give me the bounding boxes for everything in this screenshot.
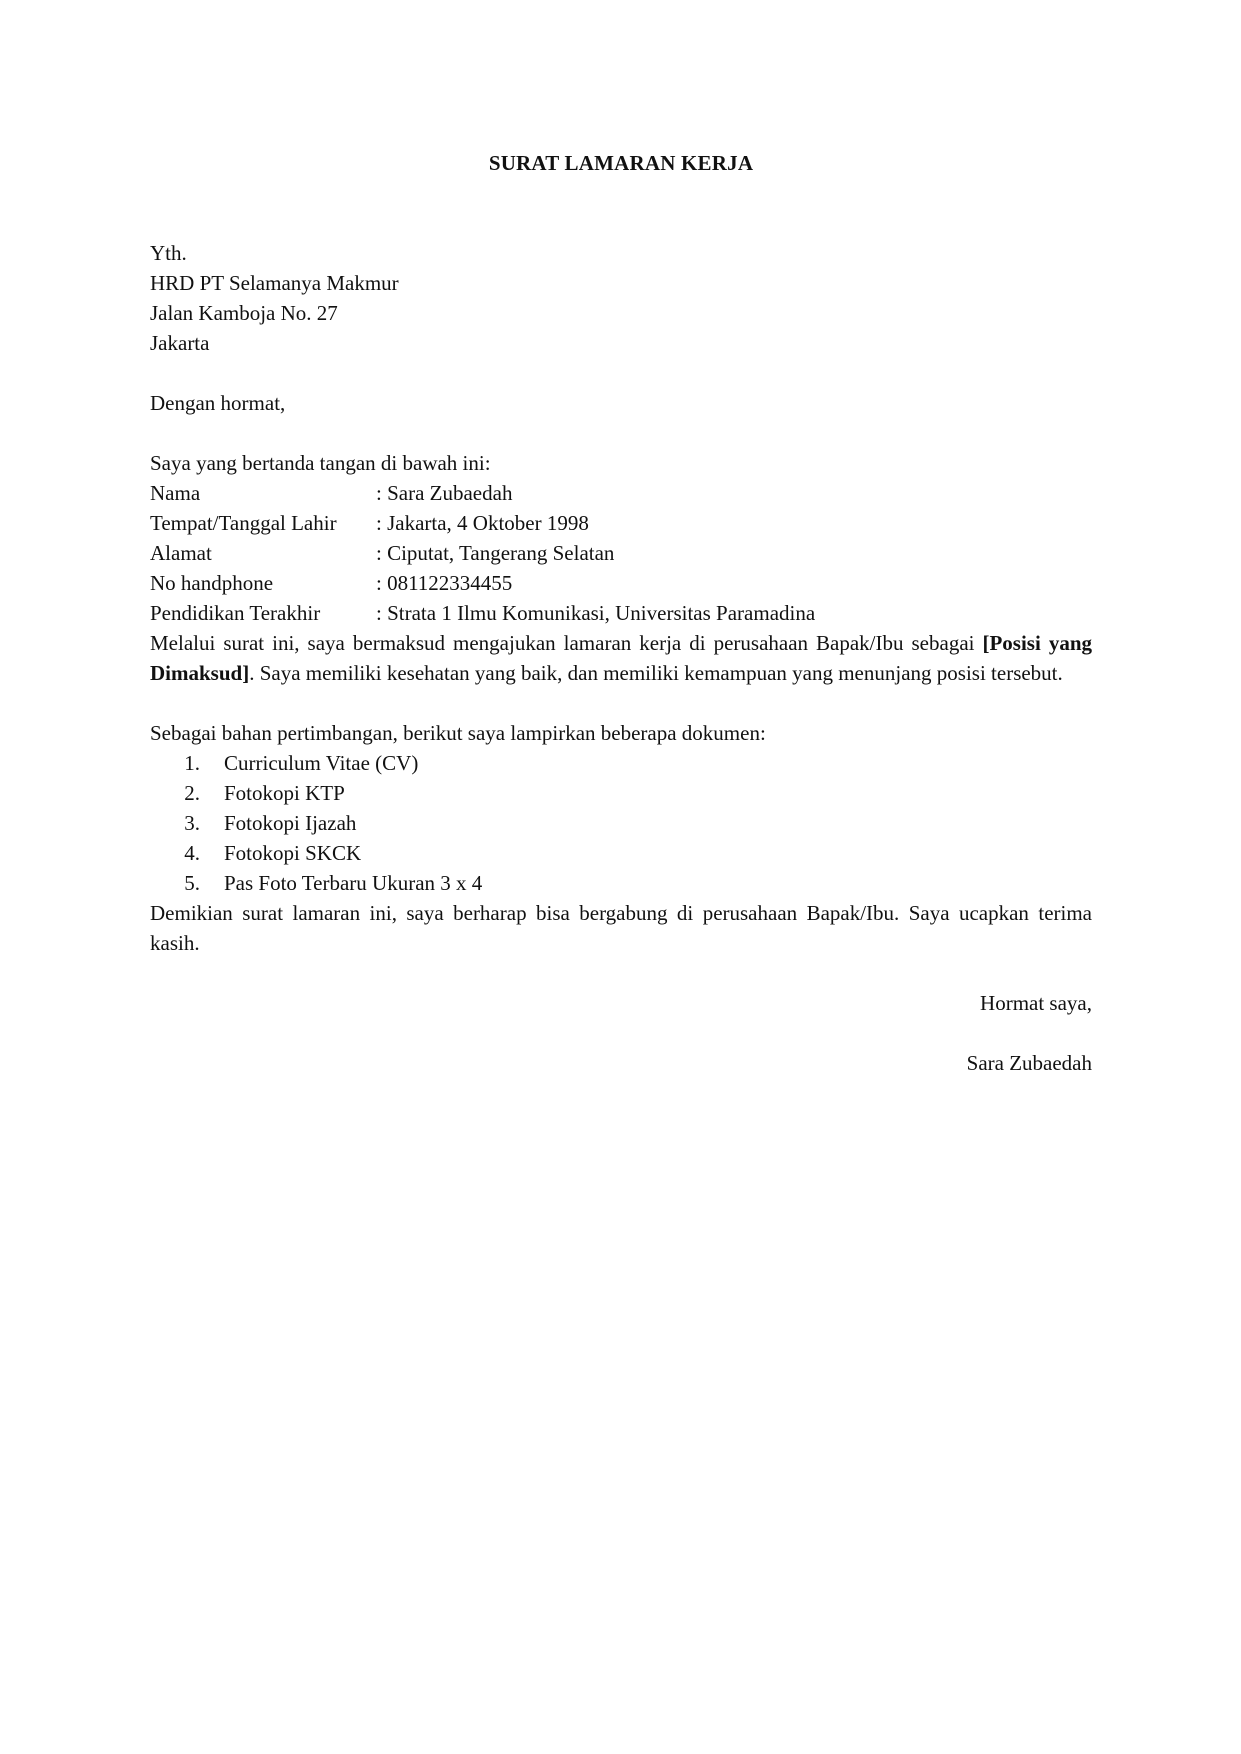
list-item	[150, 748, 1092, 778]
recipient-salutation: Yth.	[150, 241, 187, 265]
list-item-text: Fotokopi KTP	[224, 781, 345, 805]
list-item-number: 5.	[184, 871, 200, 895]
list-item	[150, 868, 1092, 898]
position-placeholder: [Posisi yang Dimaksud]	[150, 631, 1092, 685]
identity-value: : Strata 1 Ilmu Komunikasi, Universitas Paramadina	[376, 601, 816, 625]
identity-section	[150, 448, 1092, 628]
list-item-number: 3.	[184, 811, 200, 835]
list-item-number: 1.	[184, 751, 200, 775]
attachments-section	[150, 718, 1092, 898]
signature-name: Sara Zubaedah	[966, 1051, 1092, 1075]
list-item-number: 2.	[184, 781, 200, 805]
list-item-text: Fotokopi SKCK	[224, 841, 362, 865]
attachments-list	[150, 748, 1092, 898]
closing-paragraph: Demikian surat lamaran ini, saya berharap bisa bergabung di perusahaan Bapak/Ibu. Saya ucapkan terima kasih.	[150, 901, 1092, 955]
attachments-intro: Sebagai bahan pertimbangan, berikut saya lampirkan beberapa dokumen:	[150, 721, 766, 745]
body-text-before: Melalui surat ini, saya bermaksud mengajukan lamaran kerja di perusahaan Bapak/Ibu sebagai	[150, 631, 983, 655]
identity-value: : Ciputat, Tangerang Selatan	[376, 541, 615, 565]
letter-page	[150, 148, 1092, 1078]
recipient-street: Jalan Kamboja No. 27	[150, 301, 338, 325]
identity-label: Tempat/Tanggal Lahir	[150, 511, 337, 535]
identity-row-name	[150, 478, 1092, 508]
identity-row-birth	[150, 508, 1092, 538]
recipient-company: HRD PT Selamanya Makmur	[150, 271, 399, 295]
list-item-text: Curriculum Vitae (CV)	[224, 751, 419, 775]
identity-label: No handphone	[150, 571, 274, 595]
identity-label: Alamat	[150, 541, 212, 565]
letter-title: SURAT LAMARAN KERJA	[488, 151, 754, 175]
identity-value: : Sara Zubaedah	[376, 481, 513, 505]
identity-value: : 081122334455	[376, 571, 513, 595]
list-item-text: Fotokopi Ijazah	[224, 811, 357, 835]
identity-value: : Jakarta, 4 Oktober 1998	[376, 511, 589, 535]
identity-row-address	[150, 538, 1092, 568]
list-item	[150, 778, 1092, 808]
identity-row-education	[150, 598, 1092, 628]
identity-label: Pendidikan Terakhir	[150, 601, 321, 625]
recipient-block	[150, 238, 1092, 358]
recipient-city: Jakarta	[150, 331, 210, 355]
identity-intro: Saya yang bertanda tangan di bawah ini:	[150, 451, 491, 475]
identity-label: Nama	[150, 481, 201, 505]
identity-row-phone	[150, 568, 1092, 598]
list-item-number: 4.	[184, 841, 200, 865]
list-item	[150, 838, 1092, 868]
greeting: Dengan hormat,	[150, 391, 286, 415]
closing-salutation: Hormat saya,	[980, 991, 1092, 1015]
list-item	[150, 808, 1092, 838]
body-paragraph	[150, 628, 1092, 688]
list-item-text: Pas Foto Terbaru Ukuran 3 x 4	[224, 871, 483, 895]
body-text-after: . Saya memiliki kesehatan yang baik, dan memiliki kemampuan yang menunjang posisi tersebut.	[249, 661, 1063, 685]
